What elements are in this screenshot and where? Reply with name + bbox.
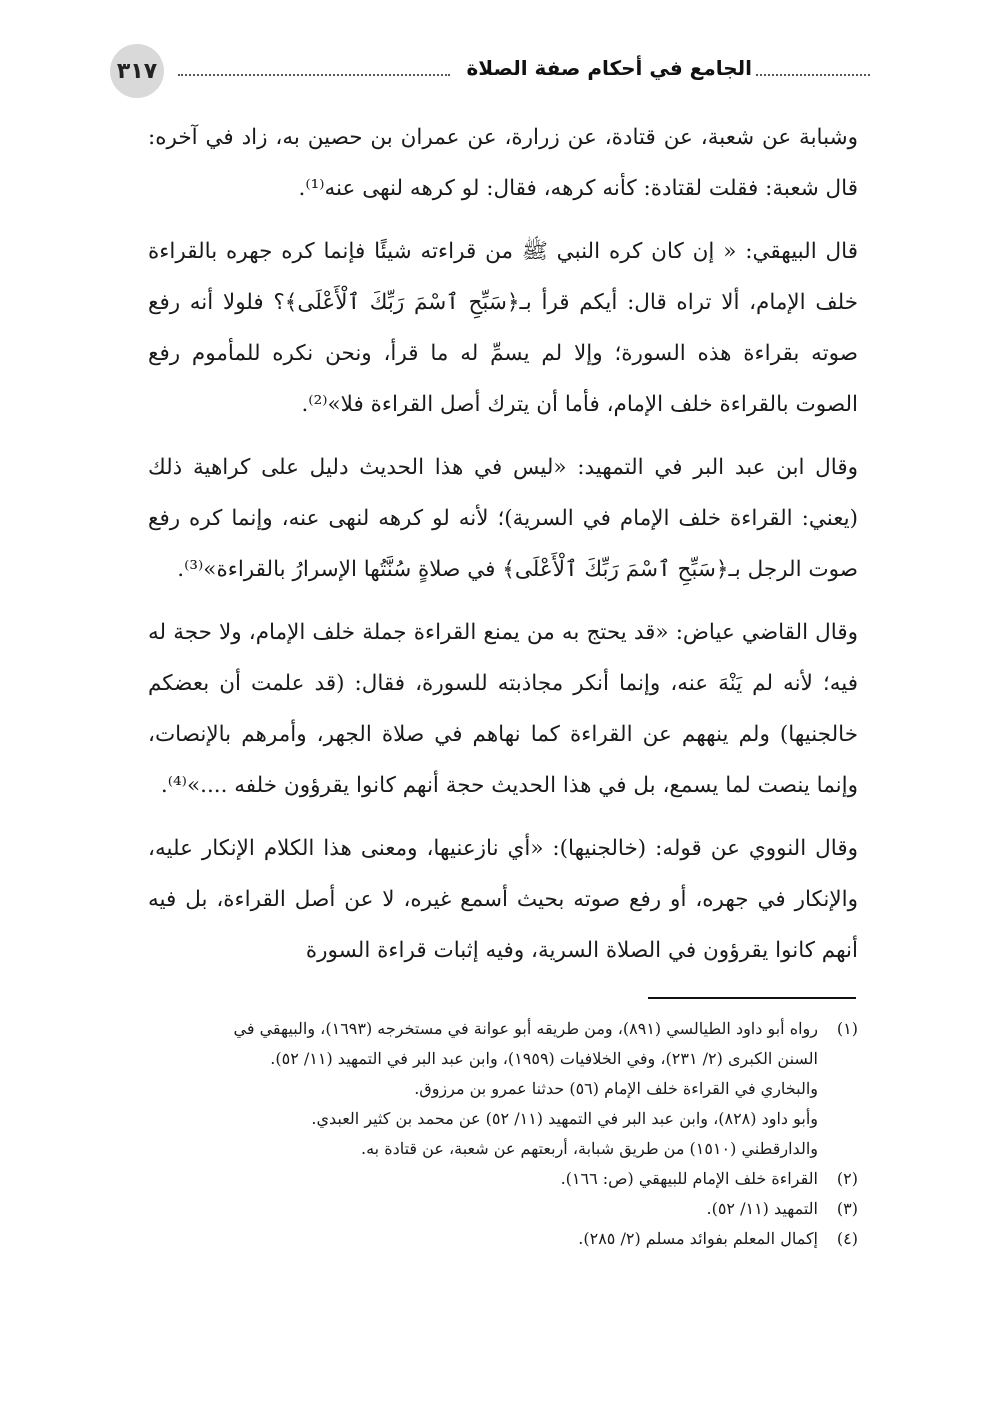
- footnote-line: القراءة خلف الإمام للبيهقي (ص: ١٦٦).: [560, 1169, 818, 1188]
- footnote-line: والبخاري في القراءة خلف الإمام (٥٦) حدثنا عمرو بن مرزوق.: [414, 1079, 818, 1098]
- paragraph: وشبابة عن شعبة، عن قتادة، عن زرارة، عن عمران بن حصين به، زاد في آخره: قال شعبة: فقلت لقتادة: كأنه كرهه، فقال: لو كرهه لنهى عنه⁽¹⁾.: [148, 125, 858, 201]
- footnote-number: (٤): [836, 1229, 858, 1248]
- main-text: [148, 112, 858, 988]
- footnote-line: إكمال المعلم بفوائد مسلم (٢/ ٢٨٥).: [578, 1229, 818, 1248]
- footnote-number: (١): [836, 1019, 858, 1038]
- header-leader-dots-left: [178, 60, 450, 76]
- footnote-line: وأبو داود (٨٢٨)، وابن عبد البر في التمهيد (١١/ ٥٢) عن محمد بن كثير العبدي.: [311, 1109, 818, 1128]
- footnote-number: (٢): [836, 1169, 858, 1188]
- paragraph: وقال النووي عن قوله: (خالجنيها): «أي نازعنيها، ومعنى هذا الكلام الإنكار عليه، والإنكار في جهره، أو رفع صوته بحيث أسمع غيره، لا عن أصل القراءة، بل فيه أنهم كانوا يقرؤون في الصلاة السرية، وفيه إثبات قراءة السورة: [148, 836, 858, 963]
- page-header: [110, 44, 870, 98]
- running-title: الجامع في أحكام صفة الصلاة: [466, 56, 752, 80]
- footnote-4: [148, 1224, 858, 1254]
- footnote-line: التمهيد (١١/ ٥٢).: [706, 1199, 818, 1218]
- footnote-separator: [648, 997, 856, 999]
- footnote-3: [148, 1194, 858, 1224]
- paragraph: وقال ابن عبد البر في التمهيد: «ليس في هذا الحديث دليل على كراهية ذلك (يعني: القراءة خلف الإمام في السرية)؛ لأنه لو كرهه لنهى عنه، وإنما كره رفع صوت الرجل بـ﴿سَبِّحِ ٱسْمَ رَبِّكَ ٱلْأَعْلَى﴾ في صلاةٍ سُنَّتُها الإسرارُ بالقراءة»⁽³⁾.: [148, 455, 858, 582]
- footnote-1: [148, 1014, 858, 1164]
- footnote-line: رواه أبو داود الطيالسي (٨٩١)، ومن طريقه أبو عوانة في مستخرجه (١٦٩٣)، والبيهقي في: [233, 1019, 818, 1038]
- footnote-number: (٣): [836, 1199, 858, 1218]
- paragraph: قال البيهقي: « إن كان كره النبي ﷺ من قراءته شيئًا فإنما كره جهره بالقراءة خلف الإمام، ألا تراه قال: أيكم قرأ بـ﴿سَبِّحِ ٱسْمَ رَبِّكَ ٱلْأَعْلَى﴾؟ فلولا أنه رفع صوته بقراءة هذه السورة؛ وإلا لم يسمِّ له ما قرأ، ونحن نكره للمأموم رفع الصوت بالقراءة خلف الإمام، فأما أن يترك أصل القراءة فلا»⁽²⁾.: [148, 239, 858, 417]
- paragraph: وقال القاضي عياض: «قد يحتج به من يمنع القراءة جملة خلف الإمام، ولا حجة له فيه؛ لأنه لم يَنْهَ عنه، وإنما أنكر مجاذبته للسورة، فقال: (قد علمت أن بعضكم خالجنيها) ولم ينههم عن القراءة كما نهاهم في صلاة الجهر، وأمرهم بالإنصات، وإنما ينصت لما يسمع، بل في هذا الحديث حجة أنهم كانوا يقرؤون خلفه ....»⁽⁴⁾.: [148, 620, 858, 798]
- footnote-line: السنن الكبرى (٢/ ٢٣١)، وفي الخلافيات (١٩٥٩)، وابن عبد البر في التمهيد (١١/ ٥٢).: [270, 1049, 818, 1068]
- page-number-badge: ٣١٧: [110, 44, 164, 98]
- header-leader-dots-right: [756, 60, 870, 76]
- footnote-2: [148, 1164, 858, 1194]
- footnotes: [148, 1014, 858, 1254]
- footnote-line: والدارقطني (١٥١٠) من طريق شبابة، أربعتهم عن شعبة، عن قتادة به.: [360, 1139, 818, 1158]
